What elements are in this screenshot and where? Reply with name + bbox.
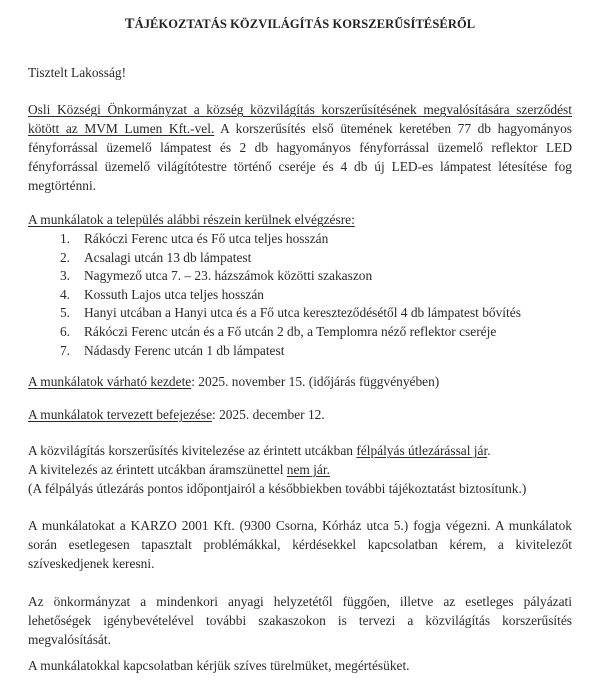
greeting: Tisztelt Lakosság!	[28, 65, 127, 80]
traffic-underlined: nem jár.	[286, 462, 330, 477]
end-value: : 2025. december 12.	[212, 407, 325, 422]
list-text: Rákóczi Ferenc utca és Fő utca teljes hosszán	[84, 231, 329, 246]
intro-underlined: Osli Községi Önkormányzat a község közvilágítás korszerűsítésének megvalósítására szerződést kötött az MVM Lumen Kft.-vel.	[28, 102, 572, 136]
intro-paragraph	[28, 100, 572, 195]
traffic-line-3: (A félpályás útlezárás pontos időpontjairól a későbbiekben további tájékoztatást biztosítunk.)	[28, 481, 527, 496]
list-item	[28, 286, 588, 305]
traffic-text: A kivitelezés az érintett utcákban áramszünettel	[28, 462, 287, 477]
title-initial: T	[124, 16, 135, 32]
list-text: Nádasdy Ferenc utcán 1 db lámpatest	[84, 342, 285, 358]
list-number: 7.	[59, 342, 70, 358]
list-number: 2.	[59, 249, 70, 265]
list-item	[28, 342, 588, 361]
locations-list	[28, 230, 588, 360]
document-title	[0, 16, 600, 33]
list-text: Acsalagi utcán 13 db lámpatest	[84, 249, 252, 265]
start-value: : 2025. november 15. (időjárás függvényében)	[191, 374, 440, 389]
traffic-text: A közvilágítás korszerűsítés kivitelezése az érintett utcákban	[28, 443, 357, 458]
end-date	[28, 405, 572, 424]
list-number: 3.	[59, 268, 70, 284]
list-item	[28, 304, 588, 323]
locations-heading: A munkálatok a település alábbi részein kerülnek elvégzésre:	[28, 212, 355, 227]
traffic-line-1	[28, 441, 572, 460]
list-number: 6.	[59, 323, 70, 339]
list-number: 1.	[59, 231, 70, 246]
closing-paragraph: A munkálatokkal kapcsolatban kérjük szíves türelmüket, megértésüket.	[28, 658, 410, 673]
start-label: A munkálatok várható kezdete	[28, 374, 192, 389]
list-item	[28, 249, 588, 268]
future-paragraph: Az önkormányzat a mindenkori anyagi helyzetétől függően, illetve az esetleges pályázati lehetőségek igénybevételével további szakaszokon is tervezi a közvilágítás korszerűsítés megvalósítását.	[28, 594, 572, 647]
list-number: 4.	[59, 286, 70, 302]
traffic-notice	[28, 441, 572, 498]
traffic-underlined: félpályás útlezárással jár	[356, 443, 488, 458]
contractor-paragraph: A munkálatokat a KARZO 2001 Kft. (9300 Csorna, Kórház utca 5.) fogja végezni. A munkálatok során esetlegesen tapasztalt problémákkal, kérdésekkel kapcsolatban kérem, a kivitelezőt szíveskedjenek keresni.	[28, 518, 572, 571]
traffic-text: .	[487, 443, 491, 458]
list-text: Rákóczi Ferenc utcán és a Fő utcán 2 db, a Templomra néző reflektor cseréje	[84, 323, 497, 339]
traffic-line-2	[28, 460, 572, 479]
list-item	[28, 267, 588, 286]
list-text: Kossuth Lajos utca teljes hosszán	[84, 286, 264, 302]
list-number: 5.	[59, 305, 70, 321]
start-date	[28, 372, 572, 391]
list-text: Nagymező utca 7. – 23. házszámok közötti szakaszon	[84, 268, 373, 284]
end-label: A munkálatok tervezett befejezése	[28, 407, 213, 422]
list-text: Hanyi utcában a Hanyi utca és a Fő utca kereszteződésétől 4 db lámpatest bővítés	[84, 305, 521, 321]
intro-rest: A korszerűsítés első ütemének keretében 77 db hagyományos fényforrással üzemelő lámpatest és 2 db hagyományos fényforrással üzemelő reflektor LED fényforrással üzemelő világítótestre történő cseréje és 4 db új LED-es lámpatest létesítése fog megtörténni.	[28, 121, 572, 193]
list-item	[28, 323, 588, 342]
title-rest: ÁJÉKOZTATÁS KÖZVILÁGÍTÁS KORSZERŰSÍTÉSÉRŐL	[134, 17, 476, 31]
list-item	[28, 230, 588, 249]
